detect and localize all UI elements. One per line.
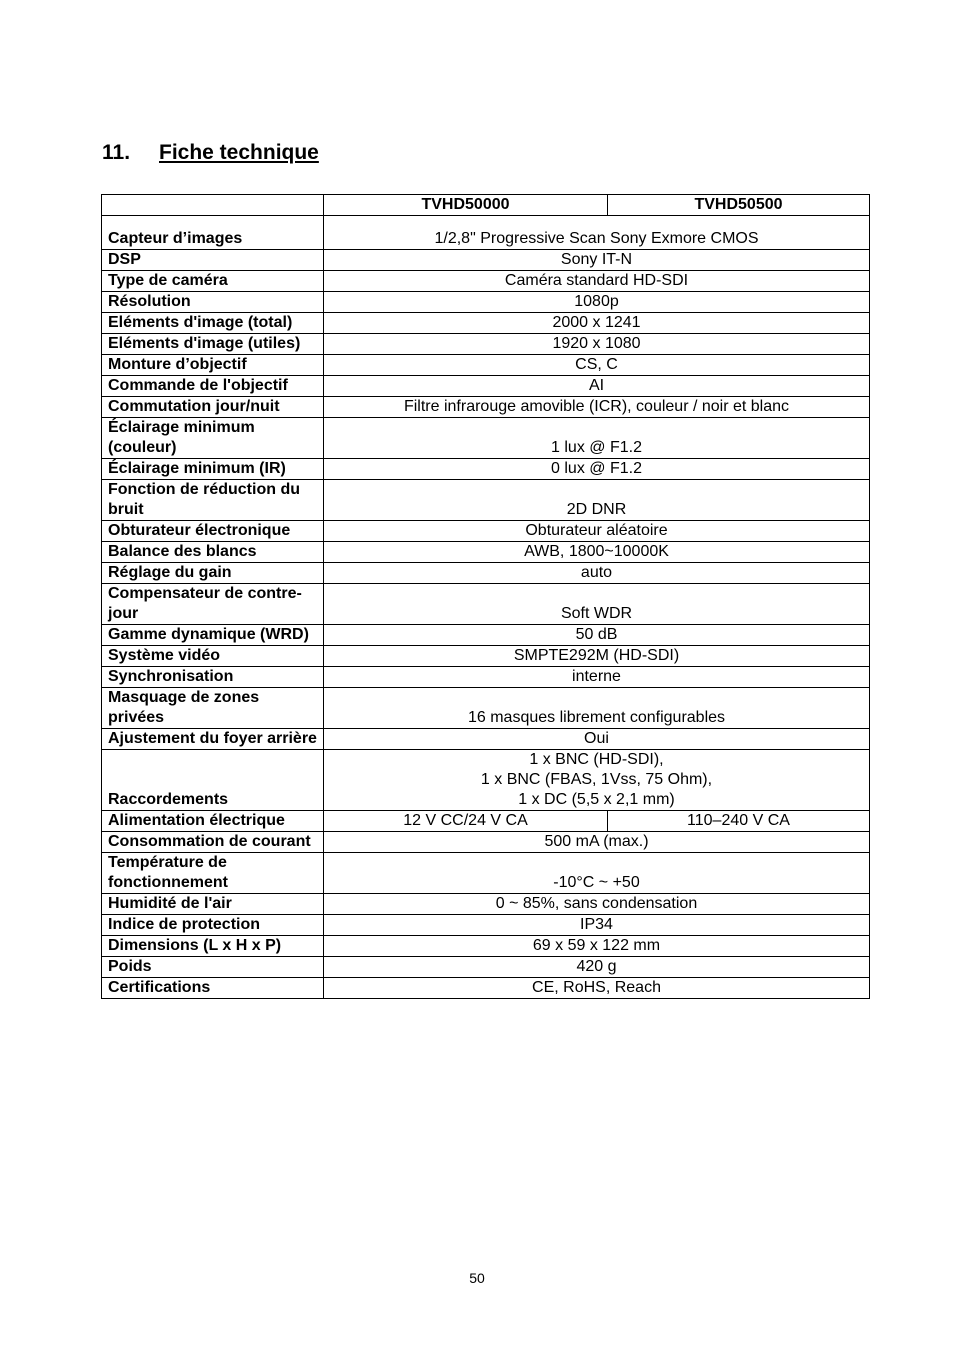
- row-value: 69 x 59 x 122 mm: [324, 936, 870, 957]
- table-row: [102, 459, 870, 480]
- row-value: 16 masques librement configurables: [324, 688, 870, 729]
- row-value: IP34: [324, 915, 870, 936]
- row-label: Masquage de zones privées: [102, 688, 324, 729]
- table-row: [102, 334, 870, 355]
- table-row: [102, 542, 870, 563]
- table-row: [102, 832, 870, 853]
- row-label: Capteur d’images: [102, 216, 324, 250]
- row-value: auto: [324, 563, 870, 584]
- row-label: Humidité de l'air: [102, 894, 324, 915]
- section-heading: [102, 141, 319, 165]
- table-row: [102, 584, 870, 625]
- table-row: [102, 271, 870, 292]
- row-value-line: 1 x BNC (FBAS, 1Vss, 75 Ohm),: [480, 771, 713, 788]
- row-value: Oui: [324, 729, 870, 750]
- table-row: [102, 646, 870, 667]
- row-value: 420 g: [324, 957, 870, 978]
- row-value-line: 1 x DC (5,5 x 2,1 mm): [518, 791, 675, 808]
- table-row: [102, 957, 870, 978]
- row-label: Ajustement du foyer arrière: [102, 729, 324, 750]
- row-label: Type de caméra: [102, 271, 324, 292]
- row-value: Caméra standard HD-SDI: [324, 271, 870, 292]
- row-value: Sony IT-N: [324, 250, 870, 271]
- row-label: Compensateur de contre-jour: [102, 584, 324, 625]
- table-row: [102, 750, 870, 811]
- table-row: [102, 894, 870, 915]
- row-label: Synchronisation: [102, 667, 324, 688]
- table-row: [102, 480, 870, 521]
- row-label: Raccordements: [102, 750, 324, 811]
- table-row: [102, 625, 870, 646]
- row-value: Filtre infrarouge amovible (ICR), couleur / noir et blanc: [324, 397, 870, 418]
- row-value: SMPTE292M (HD-SDI): [324, 646, 870, 667]
- table-row: [102, 355, 870, 376]
- row-value: -10°C ~ +50: [324, 853, 870, 894]
- section-title: Fiche technique: [159, 141, 319, 164]
- row-label: Poids: [102, 957, 324, 978]
- row-label: Gamme dynamique (WRD): [102, 625, 324, 646]
- page-number: 50: [469, 1270, 485, 1286]
- row-value: Soft WDR: [324, 584, 870, 625]
- row-label: Monture d’objectif: [102, 355, 324, 376]
- table-row: [102, 313, 870, 334]
- table-row: [102, 915, 870, 936]
- row-value: 50 dB: [324, 625, 870, 646]
- row-label: Système vidéo: [102, 646, 324, 667]
- row-label: Résolution: [102, 292, 324, 313]
- row-value: CS, C: [324, 355, 870, 376]
- header-cell-model-2: TVHD50500: [608, 195, 870, 216]
- row-value: 2000 x 1241: [324, 313, 870, 334]
- table-row: [102, 250, 870, 271]
- row-value: 1920 x 1080: [324, 334, 870, 355]
- row-label: Certifications: [102, 978, 324, 999]
- row-value: AWB, 1800~10000K: [324, 542, 870, 563]
- row-value: 1080p: [324, 292, 870, 313]
- row-label: Alimentation électrique: [102, 811, 324, 832]
- row-label: Balance des blancs: [102, 542, 324, 563]
- spec-table: [101, 194, 870, 999]
- table-row: [102, 418, 870, 459]
- table-row: [102, 978, 870, 999]
- row-value: AI: [324, 376, 870, 397]
- row-value: 1 lux @ F1.2: [324, 418, 870, 459]
- row-label: Température de fonctionnement: [102, 853, 324, 894]
- table-row: [102, 292, 870, 313]
- table-row: [102, 216, 870, 250]
- row-label: Éclairage minimum (IR): [102, 459, 324, 480]
- row-label: Fonction de réduction du bruit: [102, 480, 324, 521]
- row-label: DSP: [102, 250, 324, 271]
- row-value: 1/2,8" Progressive Scan Sony Exmore CMOS: [324, 216, 870, 250]
- row-value-model-2: 110–240 V CA: [608, 811, 870, 832]
- row-value: 0 ~ 85%, sans condensation: [324, 894, 870, 915]
- table-header-row: [102, 195, 870, 216]
- row-label: Eléments d'image (utiles): [102, 334, 324, 355]
- row-label: Commande de l'objectif: [102, 376, 324, 397]
- table-row: [102, 376, 870, 397]
- row-label: Éclairage minimum (couleur): [102, 418, 324, 459]
- table-row: [102, 521, 870, 542]
- section-number: 11.: [102, 141, 131, 164]
- table-row: [102, 667, 870, 688]
- row-value-line: 1 x BNC (HD-SDI),: [529, 751, 664, 768]
- row-label: Indice de protection: [102, 915, 324, 936]
- row-label: Consommation de courant: [102, 832, 324, 853]
- row-value: Obturateur aléatoire: [324, 521, 870, 542]
- row-value: 2D DNR: [324, 480, 870, 521]
- row-label: Eléments d'image (total): [102, 313, 324, 334]
- table-row: [102, 688, 870, 729]
- table-row: [102, 811, 870, 832]
- row-value: 0 lux @ F1.2: [324, 459, 870, 480]
- row-value: 500 mA (max.): [324, 832, 870, 853]
- row-value-multiline: [324, 750, 870, 811]
- table-row: [102, 563, 870, 584]
- table-row: [102, 853, 870, 894]
- row-value: interne: [324, 667, 870, 688]
- row-label: Commutation jour/nuit: [102, 397, 324, 418]
- row-value: CE, RoHS, Reach: [324, 978, 870, 999]
- row-label: Réglage du gain: [102, 563, 324, 584]
- table-row: [102, 397, 870, 418]
- row-label: Obturateur électronique: [102, 521, 324, 542]
- row-label: Dimensions (L x H x P): [102, 936, 324, 957]
- table-row: [102, 729, 870, 750]
- header-cell-empty: [102, 195, 324, 216]
- table-row: [102, 936, 870, 957]
- row-value-model-1: 12 V CC/24 V CA: [324, 811, 608, 832]
- header-cell-model-1: TVHD50000: [324, 195, 608, 216]
